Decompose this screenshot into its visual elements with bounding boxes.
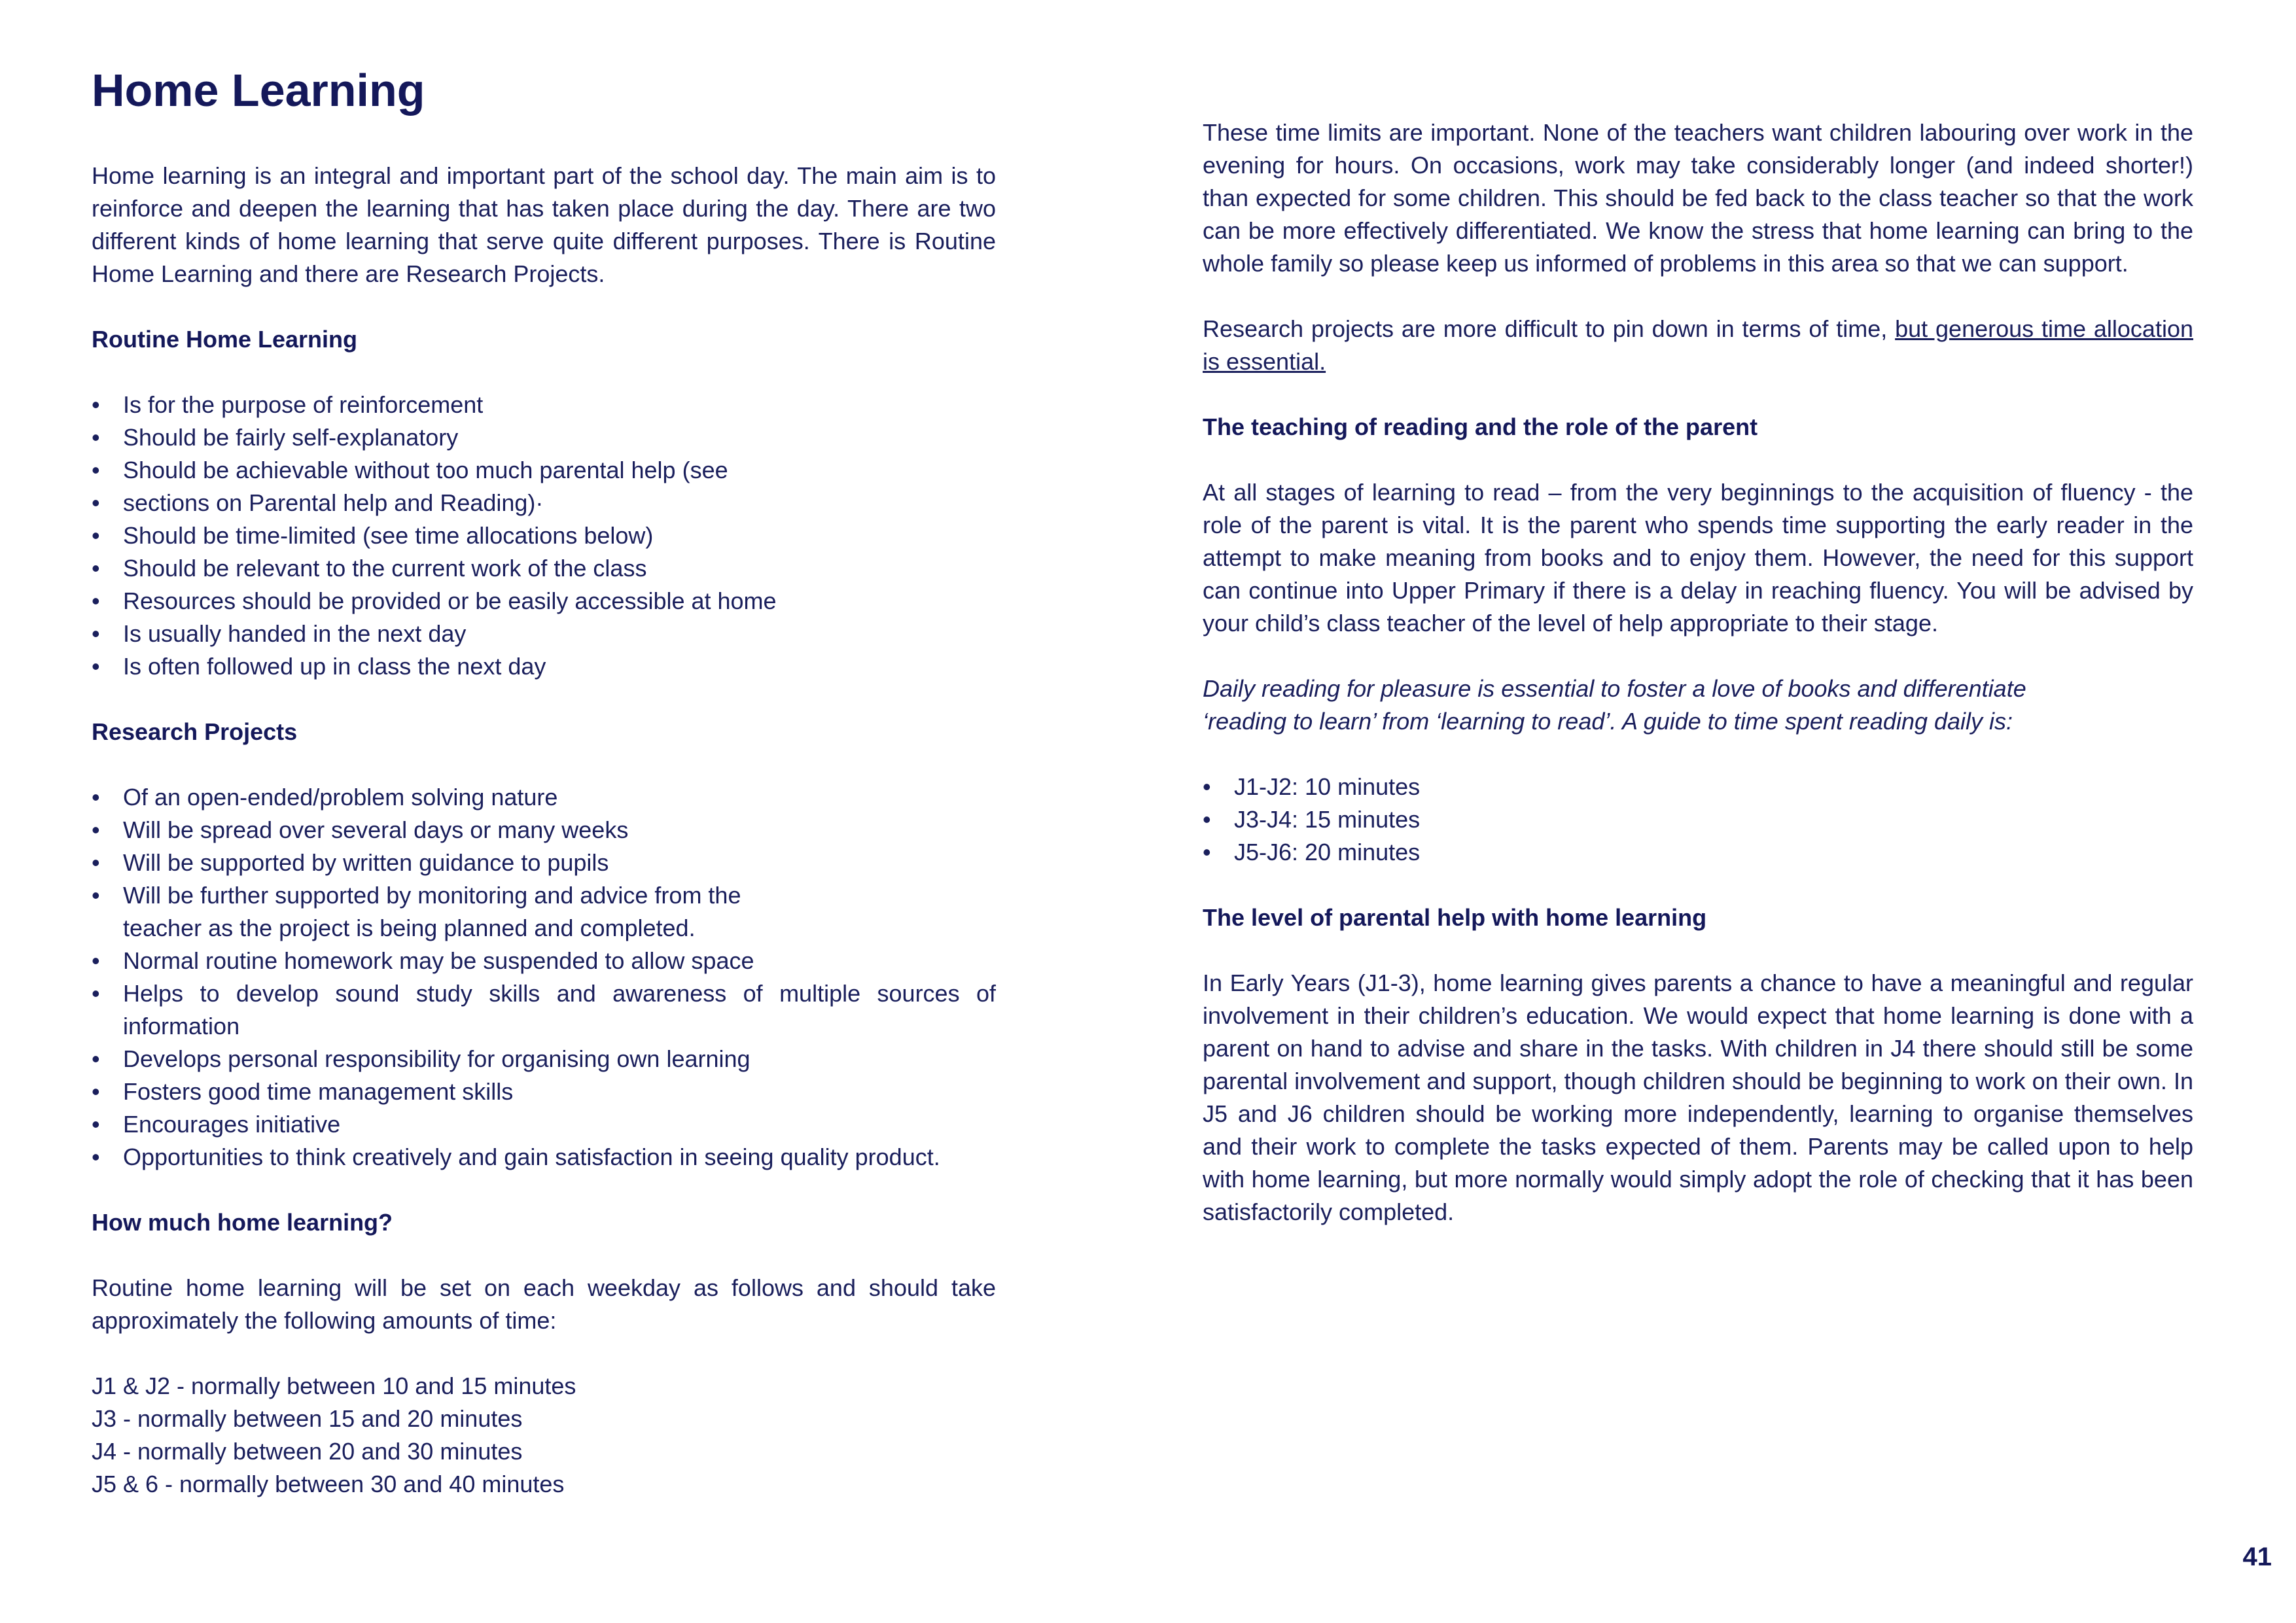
list-item: • J1-J2: 10 minutes bbox=[1203, 771, 2193, 803]
parental-help-paragraph: In Early Years (J1-3), home learning gives parents a chance to have a meaningful and regular involvement in their children’s education. We would expect that home learning is done with a parent on hand to advise and share in the tasks. With children in J4 there should still be some parental involvement and support, though children should be beginning to work on their own. In J5 and J6 children should be working more independently, learning to organise themselves and their work to complete the tasks expected of them. Parents may be called upon to help with home learning, but more normally would simply adopt the role of checking that it has been satisfactorily completed. bbox=[1203, 969, 2193, 1225]
list-item: • Will be spread over several days or many weeks bbox=[92, 814, 996, 846]
time-allocation-line: J3 - normally between 15 and 20 minutes bbox=[92, 1405, 523, 1432]
list-item: • sections on Parental help and Reading)· bbox=[92, 487, 996, 519]
list-item: • Should be achievable without too much parental help (see bbox=[92, 454, 996, 487]
research-time-text: Research projects are more difficult to pin down in terms of time, bbox=[1203, 315, 1896, 342]
research-time-paragraph bbox=[1203, 313, 2193, 378]
time-allocation-line: J4 - normally between 20 and 30 minutes bbox=[92, 1438, 523, 1465]
time-allocation-line: J1 & J2 - normally between 10 and 15 minutes bbox=[92, 1372, 576, 1399]
list-item: • Encourages initiative bbox=[92, 1108, 996, 1141]
list-item: • Is for the purpose of reinforcement bbox=[92, 389, 996, 421]
page-number: 41 bbox=[2242, 1543, 2272, 1571]
intro-paragraph: Home learning is an integral and important part of the school day. The main aim is to reinforce and deepen the learning that has taken place during the day. There are two different kinds of home learning that serve quite different purposes. There is Routine Home Learning and there are Research Projects. bbox=[92, 162, 996, 287]
daily-reading-line: Daily reading for pleasure is essential to foster a love of books and differentiate bbox=[1203, 675, 2026, 702]
reading-heading: The teaching of reading and the role of the parent bbox=[1203, 413, 1758, 440]
list-item: • Is usually handed in the next day bbox=[92, 618, 996, 650]
routine-list bbox=[92, 389, 996, 683]
list-item: • Should be fairly self-explanatory bbox=[92, 421, 996, 454]
list-item: • Should be time-limited (see time allocations below) bbox=[92, 519, 996, 552]
list-item: • Of an open-ended/problem solving nature bbox=[92, 781, 996, 814]
page-title: Home Learning bbox=[92, 65, 425, 116]
list-item: • Will be supported by written guidance to pupils bbox=[92, 846, 996, 879]
list-item: • Should be relevant to the current work of the class bbox=[92, 552, 996, 585]
parental-help-heading: The level of parental help with home learning bbox=[1203, 904, 1707, 931]
right-column bbox=[1203, 116, 2193, 1229]
left-column bbox=[92, 160, 996, 1501]
list-item: • Resources should be provided or be easily accessible at home bbox=[92, 585, 996, 618]
daily-reading-line: ‘reading to learn’ from ‘learning to read’. A guide to time spent reading daily is: bbox=[1203, 708, 2013, 735]
list-item: • Helps to develop sound study skills and awareness of multiple sources of information bbox=[92, 977, 996, 1043]
reading-times-list bbox=[1203, 771, 2193, 869]
list-item: • Normal routine homework may be suspended to allow space bbox=[92, 945, 996, 977]
list-item: • J3-J4: 15 minutes bbox=[1203, 803, 2193, 836]
research-heading: Research Projects bbox=[92, 718, 298, 745]
reading-paragraph: At all stages of learning to read – from the very beginnings to the acquisition of fluency - the role of the parent is vital. It is the parent who spends time supporting the early reader in the attempt to make meaning from books and to enjoy them. However, the need for this support can continue into Upper Primary if there is a delay in reaching fluency. You will be advised by your child’s class teacher of the level of help appropriate to their stage. bbox=[1203, 479, 2193, 637]
routine-heading: Routine Home Learning bbox=[92, 326, 358, 353]
list-item: • Will be further supported by monitoring and advice from the teacher as the project is being planned and completed. bbox=[92, 879, 996, 945]
list-item: • Opportunities to think creatively and gain satisfaction in seeing quality product. bbox=[92, 1141, 996, 1174]
list-item: • Develops personal responsibility for organising own learning bbox=[92, 1043, 996, 1075]
research-list bbox=[92, 781, 996, 1174]
list-item: • Fosters good time management skills bbox=[92, 1075, 996, 1108]
list-item: • Is often followed up in class the next day bbox=[92, 650, 996, 683]
time-allocation-line: J5 & 6 - normally between 30 and 40 minutes bbox=[92, 1471, 565, 1497]
time-limits-paragraph: These time limits are important. None of the teachers want children labouring over work in the evening for hours. On occasions, work may take considerably longer (and indeed shorter!) than expected for some children. This should be fed back to the class teacher so that the work can be more effectively differentiated. We know the stress that home learning can bring to the whole family so please keep us informed of problems in this area so that we can support. bbox=[1203, 119, 2193, 277]
how-much-heading: How much home learning? bbox=[92, 1209, 393, 1236]
how-much-paragraph: Routine home learning will be set on each weekday as follows and should take approximately the following amounts of time: bbox=[92, 1274, 996, 1334]
research-time-underlined: but generous time allocation is essential. bbox=[1203, 315, 2193, 375]
list-item: • J5-J6: 20 minutes bbox=[1203, 836, 2193, 869]
